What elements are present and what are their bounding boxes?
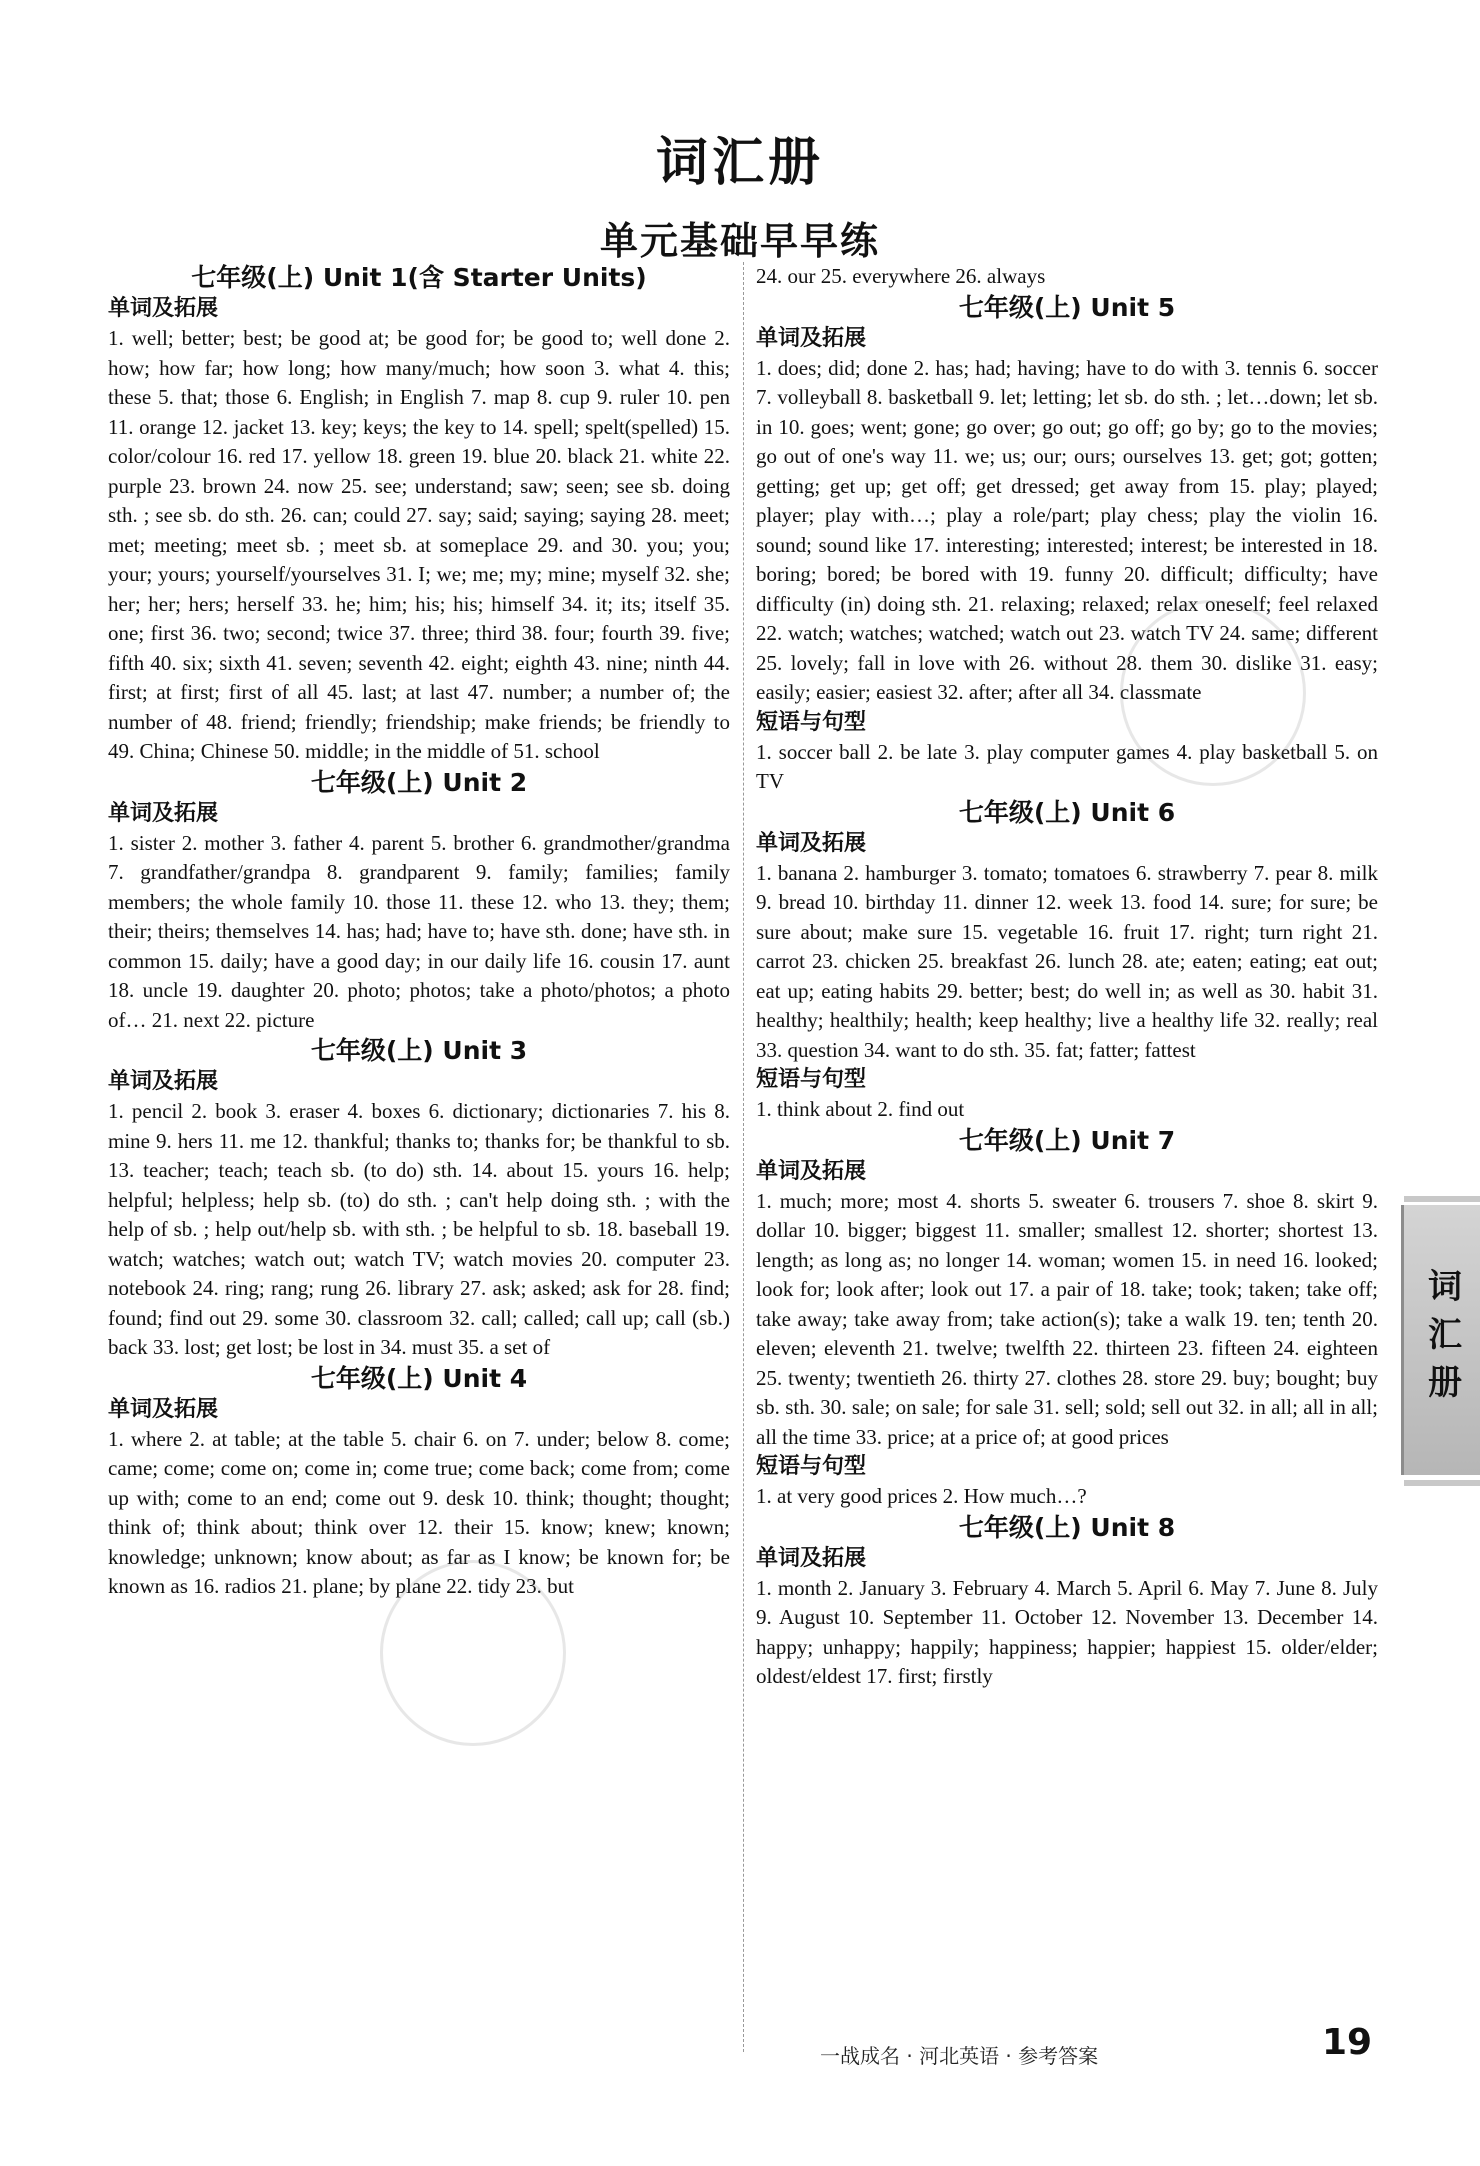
unit-heading: 七年级(上) Unit 4: [310, 1363, 528, 1393]
unit-heading: 七年级(上) Unit 2: [310, 767, 528, 797]
unit-block: [756, 1512, 1378, 1692]
page-number: 19: [1322, 2022, 1373, 2063]
unit-heading: 七年级(上) Unit 8: [958, 1512, 1176, 1542]
section-content: 1. banana 2. hamburger 3. tomato; tomatoes 6. strawberry 7. pear 8. milk 9. bread 10. birthday 11. dinner 12. week 13. food 14. sure; for sure; be sure about; make sure 15. vegetable 16. fruit 17. right; turn right 21. carrot 23. chicken 25. breakfast 26. lunch 28. ate; eaten; eating; eat out; eat up; eating habits 29. better; best; do well in; as well as 30. habit 31. healthy; healthily; health; keep healthy; live a healthy life 32. really; real 33. question 34. want to do sth. 35. fat; fatter; fattest: [756, 860, 1378, 1062]
section-label: 单词及拓展: [756, 1545, 867, 1571]
page-subtitle: 单元基础早早练: [599, 219, 880, 263]
unit-heading: 七年级(上) Unit 7: [958, 1125, 1176, 1155]
section-content: 1. soccer ball 2. be late 3. play computer games 4. play basketball 5. on TV: [756, 739, 1378, 793]
left-column: [108, 262, 730, 1602]
section-content: 1. much; more; most 4. shorts 5. sweater 6. trousers 7. shoe 8. skirt 9. dollar 10. bigger; biggest 11. smaller; smallest 12. shorter; shortest 13. length; as long as; no longer 14. woman; women 15. in need 16. looked; look for; look after; look out 17. a pair of 18. take; took; taken; take off; take away; take away from; take action(s); take a walk 19. ten; tenth 20. eleven; eleventh 21. twelve; twelfth 22. thirteen 23. fifteen 24. eighteen 25. twenty; twentieth 26. thirty 27. clothes 28. store 29. buy; bought; buy sb. sth. 30. sale; on sale; for sale 31. sell; sold; sell out 32. in all; all in all; all the time 33. price; at a price of; at good prices: [756, 1188, 1378, 1449]
side-tab-stripe: [1404, 1480, 1480, 1486]
section-content: 1. think about 2. find out: [756, 1097, 965, 1121]
section-label: 单词及拓展: [756, 325, 867, 351]
section-label: 单词及拓展: [108, 800, 219, 826]
section-label: 短语与句型: [756, 1454, 867, 1479]
unit-heading: 七年级(上) Unit 5: [958, 292, 1176, 322]
section-content: 24. our 25. everywhere 26. always: [756, 264, 1046, 288]
section-content: 1. month 2. January 3. February 4. March 5. April 6. May 7. June 8. July 9. August 10. September 11. October 12. November 13. December 14. happy; unhappy; happily; happiness; happier; happiest 15. older/elder; oldest/eldest 17. first; firstly: [756, 1575, 1378, 1688]
section-content: 1. sister 2. mother 3. father 4. parent 5. brother 6. grandmother/grandma 7. grandfather/grandpa 8. grandparent 9. family; families; family members; the whole family 10. those 11. these 12. who 13. they; them; their; theirs; themselves 14. has; had; have to; have sth. done; have sth. in common 15. daily; have a good day; in our daily life 16. cousin 17. aunt 18. uncle 19. daughter 20. photo; photos; take a photo/photos; a photo of… 21. next 22. picture: [108, 830, 730, 1032]
unit-block: [108, 1363, 730, 1602]
section-content: 1. pencil 2. book 3. eraser 4. boxes 6. dictionary; dictionaries 7. his 8. mine 9. hers 11. me 12. thankful; thanks to; thanks for; be thankful to sb. 13. teacher; teach; teach sb. (to do) sth. 14. about 15. yours 16. help; helpful; helpless; help sb. (to) do sth. ; can't help doing sth. ; with the help of sb. ; help out/help sb. with sth. ; be helpful to sb. 18. baseball 19. watch; watches; watch out; watch TV; watch movies 20. computer 23. notebook 24. ring; rang; rung 26. library 27. ask; asked; ask for 28. find; found; find out 29. some 30. classroom 32. call; called; call up; call (sb.) back 33. lost; get lost; be lost in 34. must 35. a set of: [108, 1099, 730, 1359]
unit-block: [108, 1035, 730, 1363]
column-divider: [743, 262, 744, 2052]
unit-block: [756, 262, 1378, 292]
section-content: 1. does; did; done 2. has; had; having; have to do with 3. tennis 6. soccer 7. volleyball 8. basketball 9. let; letting; let sb. do sth. ; let…down; let sb. in 10. goes; went; gone; go over; go out; go off; go by; go to the movies; go out of one's way 11. we; us; our; ours; ourselves 13. get; got; gotten; getting; get up; get off; get dressed; get away from 15. play; played; player; play with…; play a role/part; play chess; play the violin 16. sound; sound like 17. interesting; interested; interest; be interested in 18. boring; bored; be bored with 19. funny 20. difficult; difficulty; have difficulty (in) doing sth. 21. relaxing; relaxed; relax oneself; feel relaxed 22. watch; watches; watched; watch out 23. watch TV 24. same; different 25. lovely; fall in love with 26. without 28. them 30. dislike 31. easy; easily; easier; easiest 32. after; after all 34. classmate: [756, 355, 1378, 704]
footer-text: 一战成名 · 河北英语 · 参考答案: [820, 2044, 1099, 2068]
section-label: 短语与句型: [756, 709, 867, 735]
section-label: 单词及拓展: [108, 1069, 219, 1094]
unit-heading: 七年级(上) Unit 1(含 Starter Units): [191, 263, 647, 292]
section-content: 1. at very good prices 2. How much…?: [756, 1484, 1087, 1508]
section-label: 单词及拓展: [108, 1396, 219, 1422]
unit-block: [756, 797, 1378, 1125]
section-content: 1. where 2. at table; at the table 5. chair 6. on 7. under; below 8. come; came; come; come on; come in; come true; come back; come from; come up with; come to an end; come out 9. desk 10. think; thought; thought; think of; think about; think over 12. their 15. know; knew; known; knowledge; unknown; know about; as far as I know; be known for; be known as 16. radios 21. plane; by plane 22. tidy 23. but: [108, 1426, 730, 1598]
section-label: 单词及拓展: [108, 296, 219, 321]
unit-heading: 七年级(上) Unit 3: [310, 1036, 528, 1065]
section-label: 短语与句型: [756, 1067, 867, 1092]
unit-block: [108, 767, 730, 1036]
section-content: 1. well; better; best; be good at; be good for; be good to; well done 2. how; how far; how long; how many/much; how soon 3. what 4. this; these 5. that; those 6. English; in English 7. map 8. cup 9. ruler 10. pen 11. orange 12. jacket 13. key; keys; the key to 14. spell; spelt(spelled) 15. color/colour 16. red 17. yellow 18. green 19. blue 20. black 21. white 22. purple 23. brown 24. now 25. see; understand; saw; seen; see sb. doing sth. ; see sb. do sth. 26. can; could 27. say; said; saying; saying 28. meet; met; meeting; meet sb. ; meet sb. at someplace 29. and 30. you; you; your; yours; yourself/yourselves 31. I; we; me; my; mine; myself 32. she; her; her; hers; herself 33. he; him; his; his; himself 34. it; its; itself 35. one; first 36. two; second; twice 37. three; third 38. four; fourth 39. five; fifth 40. six; sixth 41. seven; seventh 42. eight; eighth 43. nine; ninth 44. first; at first; first of all 45. last; at last 47. number; a number of; the number of 48. friend; friendly; friendship; make friends; be friendly to 49. China; Chinese 50. middle; in the middle of 51. school: [108, 326, 730, 763]
section-label: 单词及拓展: [756, 1158, 867, 1184]
side-tab: [1401, 1205, 1480, 1475]
right-column: [756, 262, 1378, 1692]
unit-block: [108, 262, 730, 767]
unit-block: [756, 292, 1378, 797]
unit-block: [756, 1125, 1378, 1512]
unit-heading: 七年级(上) Unit 6: [958, 797, 1176, 827]
section-label: 单词及拓展: [756, 830, 867, 856]
page-title: 词汇册: [655, 133, 824, 193]
side-tab-label: 词汇册: [1421, 1268, 1462, 1412]
side-tab-stripe: [1404, 1196, 1480, 1202]
